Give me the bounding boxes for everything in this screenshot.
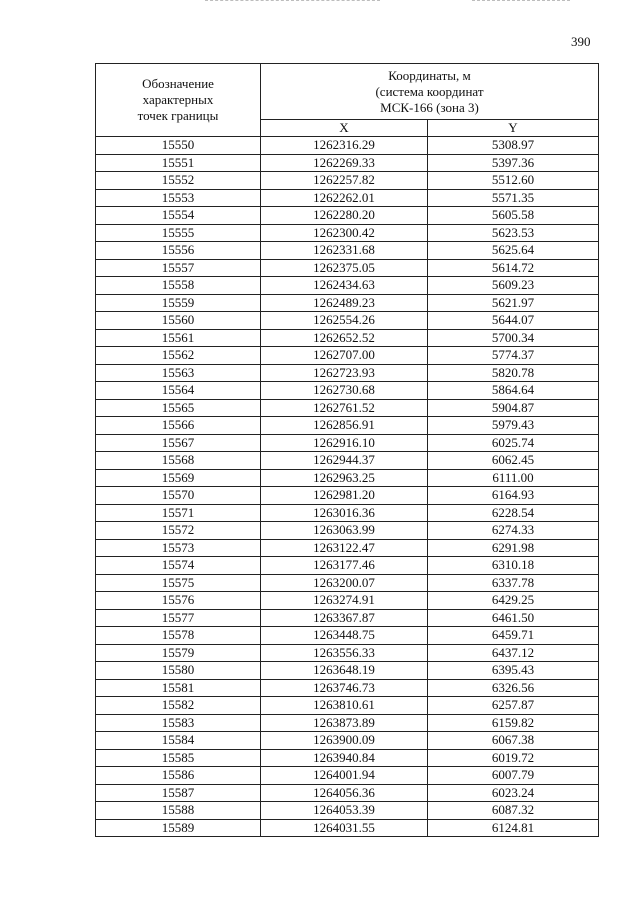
table-body [96, 137, 599, 837]
table-row [96, 574, 599, 592]
y-coordinate-cell: 6337.78 [428, 574, 599, 592]
table-row [96, 469, 599, 487]
point-id-cell: 15552 [96, 172, 261, 190]
point-id-cell: 15559 [96, 294, 261, 312]
coordinates-table [95, 63, 599, 837]
x-coordinate-cell: 1264001.94 [261, 767, 428, 785]
x-column-header: X [261, 120, 428, 137]
point-id-cell: 15585 [96, 749, 261, 767]
point-id-cell: 15582 [96, 697, 261, 715]
point-id-cell: 15550 [96, 137, 261, 155]
table-row [96, 679, 599, 697]
point-id-cell: 15589 [96, 819, 261, 837]
table-row [96, 609, 599, 627]
x-coordinate-cell: 1262981.20 [261, 487, 428, 505]
point-id-cell: 15558 [96, 277, 261, 295]
x-coordinate-cell: 1262554.26 [261, 312, 428, 330]
table-row [96, 662, 599, 680]
x-coordinate-cell: 1263016.36 [261, 504, 428, 522]
y-coordinate-cell: 5864.64 [428, 382, 599, 400]
scan-artifact-line [472, 0, 570, 2]
x-coordinate-cell: 1263274.91 [261, 592, 428, 610]
table-row [96, 714, 599, 732]
page-number: 390 [571, 34, 591, 49]
x-coordinate-cell: 1262652.52 [261, 329, 428, 347]
x-coordinate-cell: 1262257.82 [261, 172, 428, 190]
table-row [96, 592, 599, 610]
point-id-cell: 15584 [96, 732, 261, 750]
y-coordinate-cell: 6310.18 [428, 557, 599, 575]
table-row [96, 399, 599, 417]
table-row [96, 242, 599, 260]
y-coordinate-cell: 6291.98 [428, 539, 599, 557]
y-coordinate-cell: 5904.87 [428, 399, 599, 417]
table-row [96, 557, 599, 575]
point-id-cell: 15581 [96, 679, 261, 697]
table-row [96, 224, 599, 242]
x-coordinate-cell: 1262269.33 [261, 154, 428, 172]
table-row [96, 504, 599, 522]
table-row [96, 207, 599, 225]
x-coordinate-cell: 1262280.20 [261, 207, 428, 225]
point-id-cell: 15563 [96, 364, 261, 382]
point-id-cell: 15567 [96, 434, 261, 452]
y-coordinate-cell: 5605.58 [428, 207, 599, 225]
table-row [96, 539, 599, 557]
point-id-cell: 15574 [96, 557, 261, 575]
y-coordinate-cell: 6062.45 [428, 452, 599, 470]
point-id-cell: 15561 [96, 329, 261, 347]
y-coordinate-cell: 5700.34 [428, 329, 599, 347]
x-coordinate-cell: 1263122.47 [261, 539, 428, 557]
table-row [96, 644, 599, 662]
table-row [96, 417, 599, 435]
x-coordinate-cell: 1263556.33 [261, 644, 428, 662]
y-coordinate-cell: 6023.24 [428, 784, 599, 802]
table-row [96, 364, 599, 382]
scan-artifact-line [205, 0, 380, 2]
point-id-cell: 15573 [96, 539, 261, 557]
x-coordinate-cell: 1262375.05 [261, 259, 428, 277]
y-coordinate-cell: 5609.23 [428, 277, 599, 295]
x-coordinate-cell: 1262723.93 [261, 364, 428, 382]
x-coordinate-cell: 1262262.01 [261, 189, 428, 207]
x-coordinate-cell: 1262856.91 [261, 417, 428, 435]
point-id-cell: 15566 [96, 417, 261, 435]
x-coordinate-cell: 1262434.63 [261, 277, 428, 295]
point-id-cell: 15571 [96, 504, 261, 522]
y-coordinate-cell: 5774.37 [428, 347, 599, 365]
point-id-cell: 15580 [96, 662, 261, 680]
x-coordinate-cell: 1263177.46 [261, 557, 428, 575]
table-row [96, 452, 599, 470]
x-coordinate-cell: 1263900.09 [261, 732, 428, 750]
table-row [96, 732, 599, 750]
point-id-cell: 15572 [96, 522, 261, 540]
table-row [96, 329, 599, 347]
point-id-cell: 15576 [96, 592, 261, 610]
y-coordinate-cell: 5644.07 [428, 312, 599, 330]
y-coordinate-cell: 6111.00 [428, 469, 599, 487]
x-coordinate-cell: 1262300.42 [261, 224, 428, 242]
x-coordinate-cell: 1263367.87 [261, 609, 428, 627]
point-id-cell: 15568 [96, 452, 261, 470]
point-id-cell: 15583 [96, 714, 261, 732]
y-coordinate-cell: 6437.12 [428, 644, 599, 662]
point-id-cell: 15564 [96, 382, 261, 400]
y-coordinate-cell: 6395.43 [428, 662, 599, 680]
y-coordinate-cell: 6159.82 [428, 714, 599, 732]
table-row [96, 802, 599, 820]
table-row [96, 154, 599, 172]
y-coordinate-cell: 5820.78 [428, 364, 599, 382]
x-coordinate-cell: 1262944.37 [261, 452, 428, 470]
y-column-header: Y [428, 120, 599, 137]
table-row [96, 627, 599, 645]
x-coordinate-cell: 1263746.73 [261, 679, 428, 697]
y-coordinate-cell: 6124.81 [428, 819, 599, 837]
y-coordinate-cell: 6019.72 [428, 749, 599, 767]
table-row [96, 434, 599, 452]
table-row [96, 172, 599, 190]
y-coordinate-cell: 6025.74 [428, 434, 599, 452]
x-coordinate-cell: 1263448.75 [261, 627, 428, 645]
x-coordinate-cell: 1263063.99 [261, 522, 428, 540]
y-coordinate-cell: 5621.97 [428, 294, 599, 312]
table-row [96, 189, 599, 207]
point-id-cell: 15553 [96, 189, 261, 207]
x-coordinate-cell: 1262331.68 [261, 242, 428, 260]
point-id-cell: 15556 [96, 242, 261, 260]
y-coordinate-cell: 6274.33 [428, 522, 599, 540]
x-coordinate-cell: 1264056.36 [261, 784, 428, 802]
table-row [96, 697, 599, 715]
y-coordinate-cell: 6429.25 [428, 592, 599, 610]
y-coordinate-cell: 5623.53 [428, 224, 599, 242]
table-row [96, 259, 599, 277]
x-coordinate-cell: 1264031.55 [261, 819, 428, 837]
point-id-cell: 15575 [96, 574, 261, 592]
point-id-cell: 15588 [96, 802, 261, 820]
x-coordinate-cell: 1264053.39 [261, 802, 428, 820]
table-row [96, 767, 599, 785]
table-row [96, 784, 599, 802]
y-coordinate-cell: 6228.54 [428, 504, 599, 522]
point-id-cell: 15586 [96, 767, 261, 785]
x-coordinate-cell: 1263873.89 [261, 714, 428, 732]
table-row [96, 137, 599, 155]
y-coordinate-cell: 5571.35 [428, 189, 599, 207]
x-coordinate-cell: 1262707.00 [261, 347, 428, 365]
y-coordinate-cell: 6164.93 [428, 487, 599, 505]
x-coordinate-cell: 1263200.07 [261, 574, 428, 592]
y-coordinate-cell: 6007.79 [428, 767, 599, 785]
table-row [96, 522, 599, 540]
table-header [96, 64, 599, 137]
y-coordinate-cell: 6257.87 [428, 697, 599, 715]
y-coordinate-cell: 5397.36 [428, 154, 599, 172]
point-id-cell: 15570 [96, 487, 261, 505]
x-coordinate-cell: 1262761.52 [261, 399, 428, 417]
point-id-cell: 15579 [96, 644, 261, 662]
table-row [96, 749, 599, 767]
point-id-cell: 15551 [96, 154, 261, 172]
y-coordinate-cell: 5979.43 [428, 417, 599, 435]
y-coordinate-cell: 6067.38 [428, 732, 599, 750]
point-id-cell: 15555 [96, 224, 261, 242]
table-row [96, 819, 599, 837]
x-coordinate-cell: 1262730.68 [261, 382, 428, 400]
y-coordinate-cell: 5512.60 [428, 172, 599, 190]
x-coordinate-cell: 1263940.84 [261, 749, 428, 767]
point-id-cell: 15560 [96, 312, 261, 330]
point-id-cell: 15569 [96, 469, 261, 487]
point-id-cell: 15577 [96, 609, 261, 627]
point-id-cell: 15578 [96, 627, 261, 645]
y-coordinate-cell: 5614.72 [428, 259, 599, 277]
point-designation-header: Обозначение характерных точек границы [96, 64, 261, 137]
x-coordinate-cell: 1262489.23 [261, 294, 428, 312]
x-coordinate-cell: 1263648.19 [261, 662, 428, 680]
point-id-cell: 15557 [96, 259, 261, 277]
table-row [96, 294, 599, 312]
table-row [96, 347, 599, 365]
point-id-cell: 15562 [96, 347, 261, 365]
point-id-cell: 15587 [96, 784, 261, 802]
x-coordinate-cell: 1263810.61 [261, 697, 428, 715]
table-row [96, 312, 599, 330]
x-coordinate-cell: 1262963.25 [261, 469, 428, 487]
x-coordinate-cell: 1262916.10 [261, 434, 428, 452]
table-row [96, 277, 599, 295]
y-coordinate-cell: 6461.50 [428, 609, 599, 627]
y-coordinate-cell: 6087.32 [428, 802, 599, 820]
point-id-cell: 15554 [96, 207, 261, 225]
coordinates-header: Координаты, м (система координат МСК-166 (зона 3) [261, 64, 599, 120]
table-row [96, 487, 599, 505]
y-coordinate-cell: 5625.64 [428, 242, 599, 260]
y-coordinate-cell: 6459.71 [428, 627, 599, 645]
y-coordinate-cell: 5308.97 [428, 137, 599, 155]
point-id-cell: 15565 [96, 399, 261, 417]
y-coordinate-cell: 6326.56 [428, 679, 599, 697]
table-row [96, 382, 599, 400]
x-coordinate-cell: 1262316.29 [261, 137, 428, 155]
